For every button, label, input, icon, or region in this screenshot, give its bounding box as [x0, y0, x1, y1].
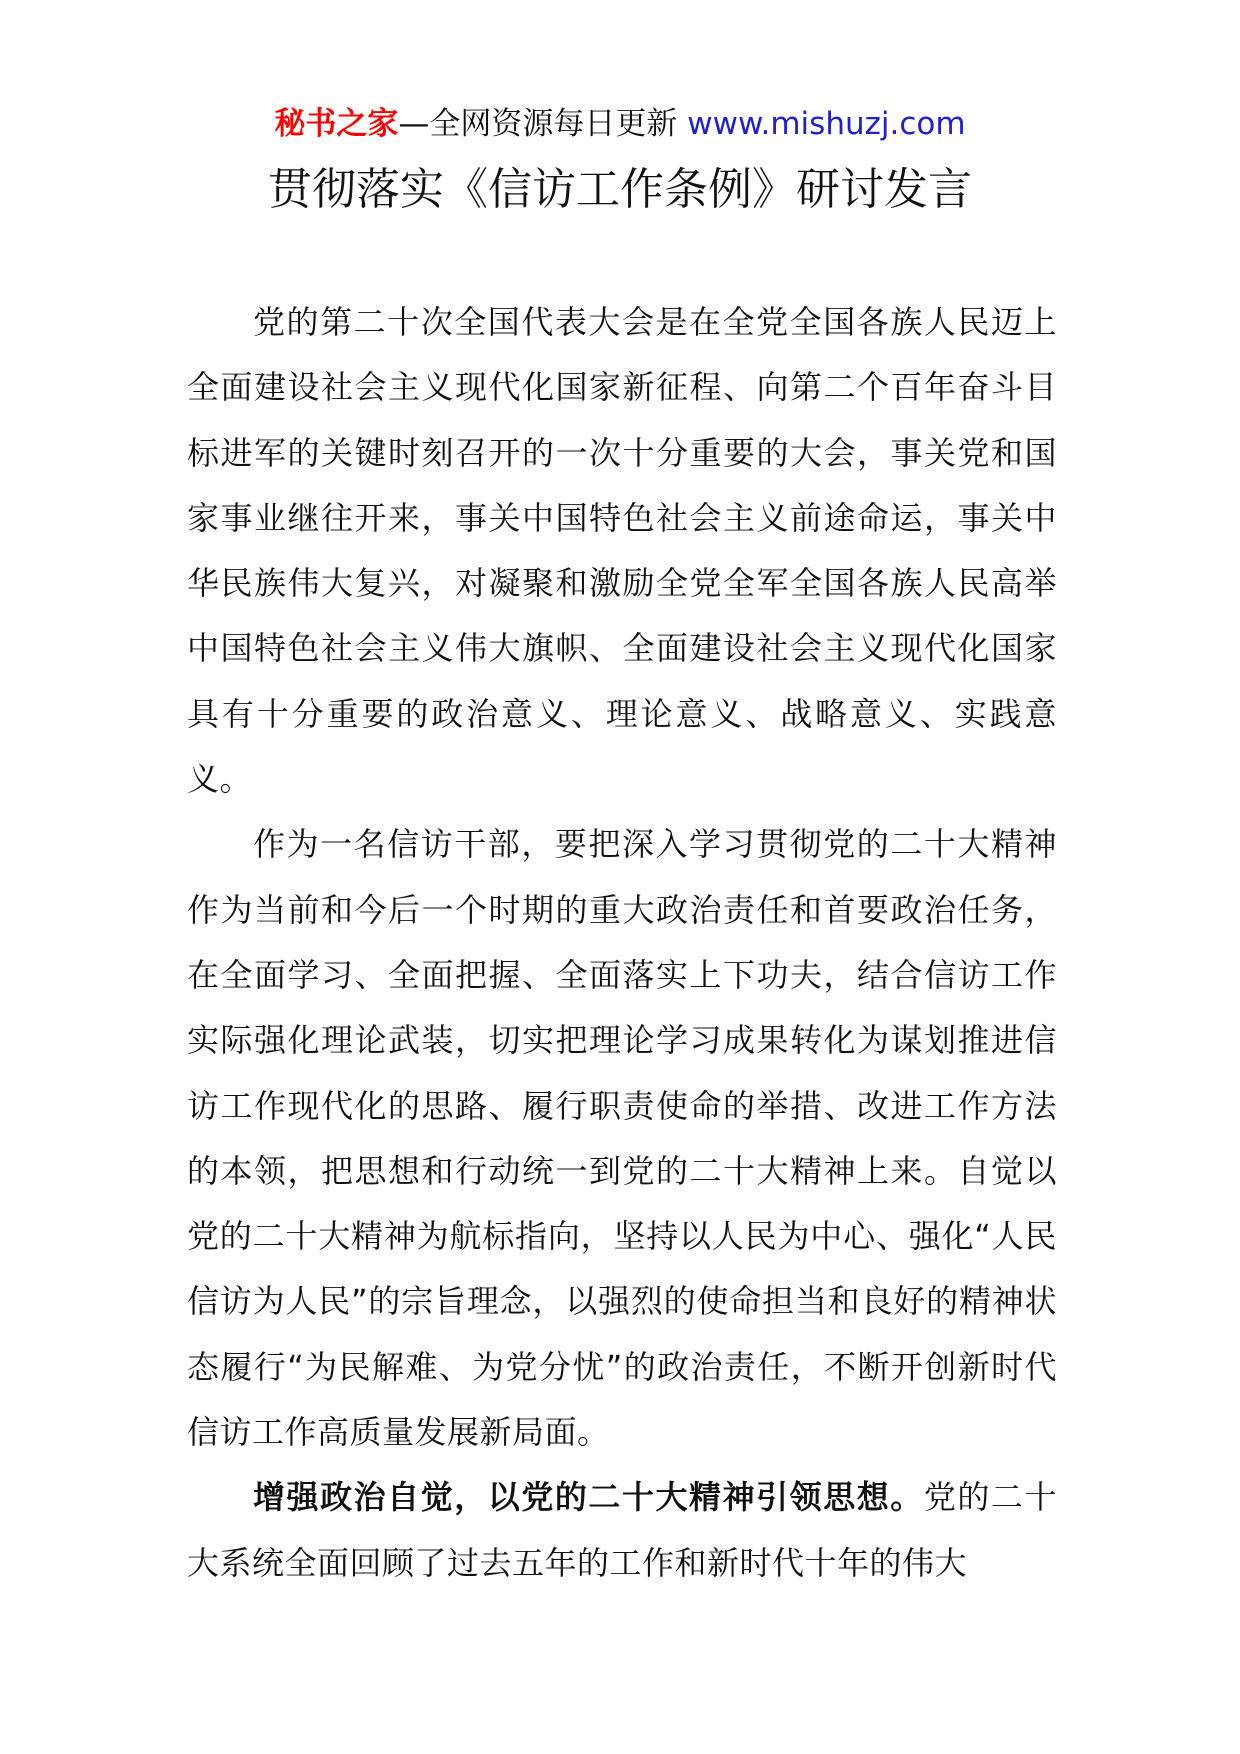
site-link[interactable]: www.mishuzj.com: [687, 106, 966, 142]
document-title: 贯彻落实《信访工作条例》研讨发言: [268, 164, 972, 215]
document-body: [187, 290, 1057, 1596]
paragraph-3-text: 党的二十大系统全面回顾了过去五年的工作和新时代十年的伟大: [187, 1478, 1057, 1582]
slogan: —全网资源每日更新: [398, 106, 678, 142]
paragraph-1-text: 党的第二十次全国代表大会是在全党全国各族人民迈上全面建设社会主义现代化国家新征程、向第二个百年奋斗目标进军的关键时刻召开的一次十分重要的大会，事关党和国家事业继往开来，事关中国特色社会主义前途命运，事关中华民族伟大复兴，对凝聚和激励全党全军全国各族人民高举中国特色社会主义伟大旗帜、全面建设社会主义现代化国家具有十分重要的政治意义、理论意义、战略意义、实践意义。: [187, 303, 1057, 799]
brand-name: 秘书之家: [274, 106, 399, 142]
paragraph-1: [187, 290, 1057, 812]
paragraph-3-lead: 增强政治自觉，以党的二十大精神引领思想。: [253, 1478, 924, 1517]
site-header: [0, 102, 1240, 146]
paragraph-2: [187, 812, 1057, 1465]
paragraph-2-text: 作为一名信访干部，要把深入学习贯彻党的二十大精神作为当前和今后一个时期的重大政治责任和首要政治任务，在全面学习、全面把握、全面落实上下功夫，结合信访工作实际强化理论武装，切实把理论学习成果转化为谋划推进信访工作现代化的思路、履行职责使命的举措、改进工作方法的本领，把思想和行动统一到党的二十大精神上来。自觉以党的二十大精神为航标指向，坚持以人民为中心、强化“人民信访为人民”的宗旨理念，以强烈的使命担当和良好的精神状态履行“为民解难、为党分忧”的政治责任，不断开创新时代信访工作高质量发展新局面。: [187, 825, 1057, 1452]
paragraph-3: [187, 1465, 1057, 1596]
